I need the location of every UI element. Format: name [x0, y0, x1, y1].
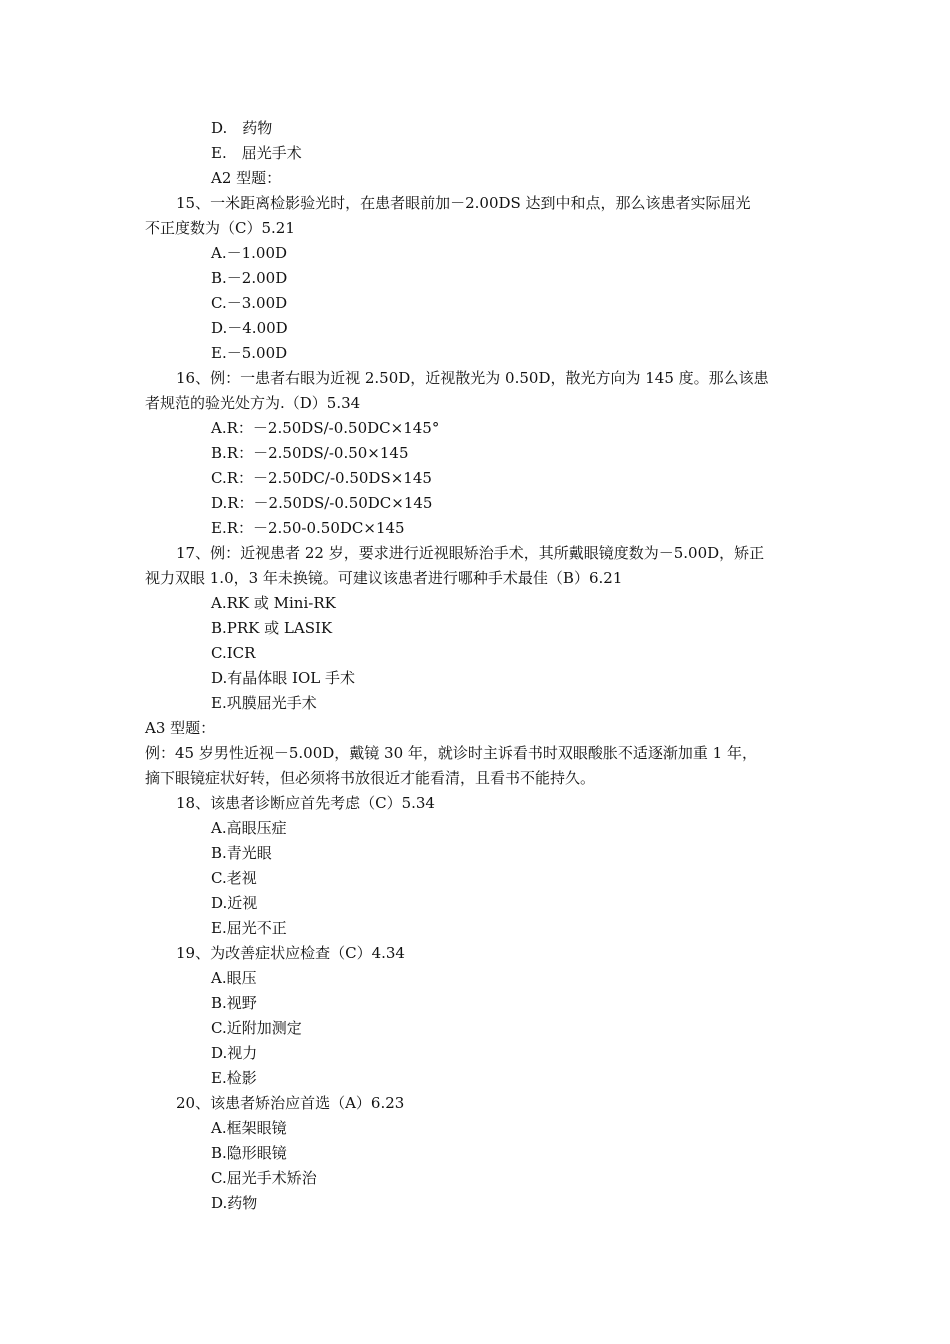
- option-line: D.－4.00D: [211, 319, 288, 337]
- option-line: E.检影: [211, 1069, 257, 1087]
- option-line: A.眼压: [211, 969, 257, 987]
- option-line: D.视力: [211, 1044, 258, 1062]
- option-line: C.ICR: [211, 644, 256, 662]
- option-line: C.老视: [211, 869, 257, 887]
- option-line: E. 屈光手术: [211, 144, 302, 162]
- option-line: D. 药物: [211, 119, 273, 137]
- option-line: B.视野: [211, 994, 257, 1012]
- option-line: D.R：－2.50DS/-0.50DC×145: [211, 494, 433, 512]
- question-line: 16、例：一患者右眼为近视 2.50D，近视散光为 0.50D，散光方向为 145 度。那么该患: [176, 369, 769, 387]
- option-line: A.RK 或 Mini-RK: [211, 594, 336, 612]
- question-line: 17、例：近视患者 22 岁，要求进行近视眼矫治手术，其所戴眼镜度数为－5.00D，矫正: [176, 544, 765, 562]
- option-line: A.框架眼镜: [211, 1119, 287, 1137]
- question-line: 15、一米距离检影验光时，在患者眼前加－2.00DS 达到中和点，那么该患者实际屈光: [176, 194, 751, 212]
- option-line: A.R：－2.50DS/-0.50DC×145°: [211, 419, 440, 437]
- section-heading: A2 型题：: [211, 169, 282, 187]
- case-line: 摘下眼镜症状好转，但必须将书放很近才能看清，且看书不能持久。: [145, 769, 596, 787]
- option-line: A.高眼压症: [211, 819, 287, 837]
- option-line: E.巩膜屈光手术: [211, 694, 317, 712]
- question-line: 不正度数为（C）5.21: [145, 219, 295, 237]
- option-line: C.近附加测定: [211, 1019, 302, 1037]
- section-heading: A3 型题：: [145, 719, 216, 737]
- option-line: D.药物: [211, 1194, 258, 1212]
- question-line: 19、为改善症状应检查（C）4.34: [176, 944, 405, 962]
- question-line: 视力双眼 1.0，3 年未换镜。可建议该患者进行哪种手术最佳（B）6.21: [145, 569, 623, 587]
- option-line: B.－2.00D: [211, 269, 288, 287]
- option-line: B.青光眼: [211, 844, 272, 862]
- option-line: B.隐形眼镜: [211, 1144, 287, 1162]
- option-line: C.屈光手术矫治: [211, 1169, 317, 1187]
- option-line: C.－3.00D: [211, 294, 288, 312]
- option-line: E.屈光不正: [211, 919, 287, 937]
- option-line: D.有晶体眼 IOL 手术: [211, 669, 355, 687]
- option-line: D.近视: [211, 894, 258, 912]
- question-line: 20、该患者矫治应首选（A）6.23: [176, 1094, 405, 1112]
- option-line: E.R：－2.50-0.50DC×145: [211, 519, 405, 537]
- option-line: B.R：－2.50DS/-0.50×145: [211, 444, 409, 462]
- question-line: 者规范的验光处方为.（D）5.34: [145, 394, 361, 412]
- option-line: E.－5.00D: [211, 344, 288, 362]
- option-line: A.－1.00D: [211, 244, 288, 262]
- question-line: 18、该患者诊断应首先考虑（C）5.34: [176, 794, 435, 812]
- option-line: C.R：－2.50DC/-0.50DS×145: [211, 469, 432, 487]
- case-line: 例：45 岁男性近视－5.00D，戴镜 30 年，就诊时主诉看书时双眼酸胀不适逐渐加重 1 年，: [145, 744, 757, 762]
- option-line: B.PRK 或 LASIK: [211, 619, 333, 637]
